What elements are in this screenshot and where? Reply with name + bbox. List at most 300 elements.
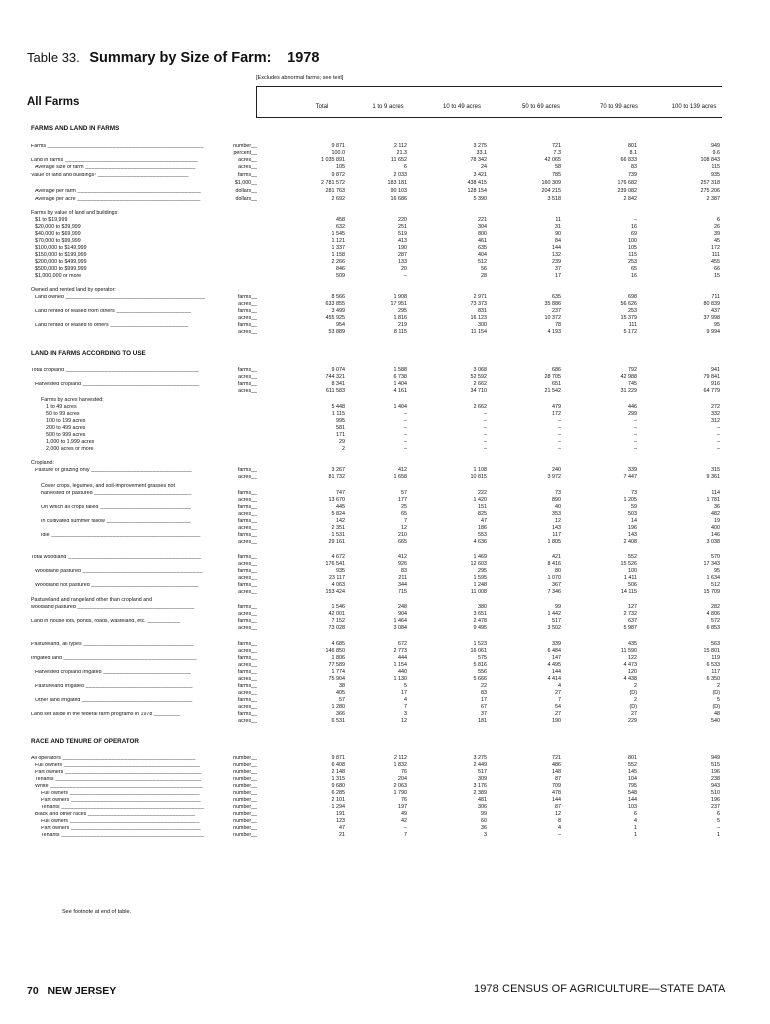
table-cell: 204 215 [541,188,561,194]
table-cell: 9 871 [331,755,345,761]
table-cell: 257 318 [700,180,720,186]
table-cell: 39 [714,231,720,237]
row-label: 2,000 acres or more [46,446,94,452]
row-label: Farms ________________________________________________ [31,144,204,149]
table-cell: 1 294 [331,804,345,810]
table-cell: 405 [336,690,345,696]
table-cell: 181 [478,718,487,724]
dot-leader: _________________________________________ [63,158,198,163]
row-label: Land owned ___________________________________________ [35,295,206,300]
table-cell: 435 [628,641,637,647]
table-cell: 2 389 [473,790,487,796]
table-cell: 12 [555,518,561,524]
row-unit: acres__ [238,676,257,682]
table-cell: 272 [711,404,720,410]
dot-leader: _____________________________________________ [53,777,202,782]
table-cell: 36 [481,825,487,831]
table-cell: 949 [711,143,720,149]
row-unit: farms__ [237,467,257,473]
row-unit: farms__ [237,683,257,689]
row-label: 100 to 199 acres [46,418,86,424]
table-cell: 190 [398,245,407,251]
table-cell: 1 531 [331,532,345,538]
row-label: Full owners ________________________________________ [41,791,200,796]
table-cell: 506 [628,582,637,588]
table-cell: 47 [339,825,345,831]
table-cell: 438 415 [467,180,487,186]
row-unit: acres__ [238,611,257,617]
table-cell: 103 [628,804,637,810]
table-cell: 563 [711,641,720,647]
row-label: Land rented or leased to others ________________________ [35,323,189,328]
table-cell: 412 [398,554,407,560]
table-cell: 37 [481,711,487,717]
dot-leader: __________________________________ [80,698,193,703]
table-cell: 47 [481,518,487,524]
table-cell: 14 [631,518,637,524]
table-cell: 146 850 [325,648,345,654]
table-cell: 8 341 [331,381,345,387]
table-cell: 186 [478,525,487,531]
table-cell: 151 [478,504,487,510]
row-unit: number__ [233,783,257,789]
table-cell: 172 [711,245,720,251]
table-cell: 3 499 [331,308,345,314]
table-cell: 76 [401,769,407,775]
row-unit: acres__ [238,388,257,394]
table-cell: 119 [711,655,720,661]
row-unit: dollars__ [235,196,257,202]
table-cell: 7.3 [553,150,561,156]
row-label: Land set aside in the federal farm programs in 1978 ________ [31,712,181,717]
table-cell: 251 [398,224,407,230]
column-header: 1 to 9 acres [372,104,404,110]
table-cell: 792 [628,367,637,373]
table-cell: 1 442 [547,611,561,617]
table-cell: 3 176 [473,783,487,789]
table-cell: 9 361 [706,474,720,480]
table-cell: 5 [717,818,720,824]
table-cell: 570 [711,554,720,560]
table-cell: 90 [555,231,561,237]
column-header: 100 to 139 acres [671,104,717,110]
table-cell: 1 658 [393,474,407,480]
table-cell: 4 [634,818,637,824]
table-cell: 7 152 [331,618,345,624]
table-cell: 1 337 [331,245,345,251]
dot-leader: __________________________________ [81,642,194,647]
table-cell: 45 [714,238,720,244]
table-cell: 304 [478,224,487,230]
table-cell: 31 [555,224,561,230]
table-cell: 926 [398,561,407,567]
table-cell: 183 181 [387,180,407,186]
table-cell: – [558,439,561,445]
table-cell: 3 275 [473,755,487,761]
table-cell: 99 [555,604,561,610]
table-cell: 19 [714,518,720,524]
table-cell: 1 [634,825,637,831]
row-unit: acres__ [238,625,257,631]
column-header-rule [256,86,722,118]
row-unit: number__ [233,776,257,782]
table-cell: 509 [336,273,345,279]
table-cell: 2 732 [623,611,637,617]
table-cell: 4 [404,697,407,703]
table-cell: 210 [398,532,407,538]
row-unit: farms__ [237,618,257,624]
row-unit: farms__ [237,308,257,314]
table-cell: 890 [552,497,561,503]
table-cell: 9 495 [473,625,487,631]
dot-leader: ________________________________________ [68,819,200,824]
table-cell: 1 404 [393,381,407,387]
table-cell: 49 [401,811,407,817]
table-cell: 253 [628,259,637,265]
table-cell: 3 651 [473,611,487,617]
table-cell: 105 [336,164,345,170]
table-cell: 53 889 [328,329,345,335]
table-cell: 132 [552,252,561,258]
table-cell: 2 408 [623,539,637,545]
table-cell: 99 [481,811,487,817]
table-cell: 83 [401,568,407,574]
table-cell: 9 680 [331,783,345,789]
table-cell: 633 855 [325,301,345,307]
row-label: 1,000 to 1,999 acres [46,439,95,445]
row-unit: number__ [233,143,257,149]
dot-leader: ________________________________________________ [46,144,204,149]
table-cell: 6 533 [706,662,720,668]
table-cell: 16 [631,273,637,279]
row-unit: farms__ [237,655,257,661]
table-cell: 455 [711,259,720,265]
table-cell: 4 161 [393,388,407,394]
table-cell: 2 112 [393,755,407,761]
table-cell: 190 [552,718,561,724]
table-cell: 28 705 [544,374,561,380]
section-heading: All Farms [27,96,80,108]
row-label: Farms by value of land and buildings: [31,210,119,216]
row-label: Land in farms _________________________________________ [31,158,198,163]
table-cell: 1 158 [331,252,345,258]
table-cell: 172 [552,411,561,417]
row-unit: farms__ [237,554,257,560]
table-cell: 635 [478,245,487,251]
row-label: $500,000 to $999,999 [35,266,87,272]
dot-leader: _________________________________________ [60,756,196,761]
table-cell: 6 408 [331,762,345,768]
row-label: Black and other races _________________________________ [35,812,196,817]
table-title-text: Summary by Size of Farm: [89,50,272,66]
table-cell: 721 [552,143,561,149]
table-cell: 6 484 [547,648,561,654]
table-cell: 1 420 [473,497,487,503]
table-cell: 26 [714,224,720,230]
table-cell: 15 526 [620,561,637,567]
table-cell: 2 148 [331,769,345,775]
table-cell: 510 [711,790,720,796]
table-cell: 56 626 [620,301,637,307]
table-cell: 935 [711,172,720,178]
table-cell: 801 [628,755,637,761]
table-cell: 57 [401,490,407,496]
table-cell: – [717,446,720,452]
row-unit: dollars__ [235,188,257,194]
row-unit: acres__ [238,301,257,307]
table-cell: 120 [628,669,637,675]
table-cell: 90 103 [390,188,407,194]
table-cell: 9 872 [331,172,345,178]
table-cell: 239 082 [617,188,637,194]
table-cell: 412 [398,467,407,473]
table-cell: – [484,432,487,438]
table-cell: 196 [628,525,637,531]
table-cell: – [404,439,407,445]
table-cell: 344 [398,582,407,588]
table-cell: 2 112 [393,143,407,149]
table-cell: 3 038 [706,539,720,545]
table-cell: 1 774 [331,669,345,675]
table-cell: 27 [555,690,561,696]
table-cell: 7 [404,832,407,838]
row-label: Cover crops, legumes, and soil-improvement grasses not [41,483,175,489]
table-cell: 144 [628,797,637,803]
table-cell: 611 583 [325,388,345,394]
table-cell: – [717,432,720,438]
table-cell: 95 [714,322,720,328]
table-cell: 3 084 [393,625,407,631]
table-cell: – [404,432,407,438]
table-cell: 123 [336,818,345,824]
table-cell: 100 [628,568,637,574]
table-cell: 1 634 [706,575,720,581]
table-cell: 78 342 [470,157,487,163]
table-cell: 5 824 [331,511,345,517]
table-cell: – [404,446,407,452]
table-cell: 95 [714,568,720,574]
row-unit: acres__ [238,329,257,335]
publication-title: 1978 CENSUS OF AGRICULTURE—STATE DATA [474,983,726,995]
table-cell: 87 [555,776,561,782]
table-cell: 80 [555,568,561,574]
table-cell: 4 063 [331,582,345,588]
row-label: Land rented or leased from others _______________________ [35,309,192,314]
table-cell: 552 [628,554,637,560]
table-cell: 7 [558,697,561,703]
table-cell: 177 [398,497,407,503]
table-cell: 12 [555,811,561,817]
table-cell: 56 [481,266,487,272]
table-cell: – [558,425,561,431]
table-cell: 3 [404,711,407,717]
table-cell: 153 424 [325,589,345,595]
row-label: 200 to 499 acres [46,425,86,431]
table-cell: 114 [711,490,720,496]
row-unit: percent__ [233,150,257,156]
footnote: See footnote at end of table. [62,909,132,915]
table-cell: – [717,825,720,831]
table-cell: 87 [555,804,561,810]
table-cell: – [634,418,637,424]
table-cell: 295 [478,568,487,574]
state-name: NEW JERSEY [47,985,117,997]
table-cell: 1 595 [473,575,487,581]
table-cell: 191 [336,811,345,817]
dot-leader: __________ [145,619,181,624]
table-cell: 12 603 [470,561,487,567]
row-unit: acres__ [238,539,257,545]
table-cell: 197 [398,804,407,810]
table-cell: 444 [398,655,407,661]
table-cell: – [634,217,637,223]
table-cell: 275 206 [700,188,720,194]
table-cell: 144 [552,669,561,675]
table-cell: 237 [552,308,561,314]
table-cell: 143 [628,532,637,538]
section-header: RACE AND TENURE OF OPERATOR [31,738,139,745]
table-cell: 48 [714,711,720,717]
table-cell: 5 [717,697,720,703]
row-label: Full owners __________________________________________ [35,763,201,768]
table-cell: 115 [628,252,637,258]
table-cell: 2 478 [473,618,487,624]
row-label: woodland pastured ____________________________________ [31,605,195,610]
table-number: Table 33. [27,50,80,65]
table-cell: 512 [711,582,720,588]
table-cell: – [717,425,720,431]
table-cell: 65 [631,266,637,272]
table-cell: 1 035 891 [321,157,345,163]
table-cell: 21.3 [396,150,407,156]
row-label: Part owners __________________________________________ [35,770,202,775]
table-cell: 1 588 [393,367,407,373]
table-cell: 512 [478,259,487,265]
table-cell: 632 [336,224,345,230]
table-cell: – [404,411,407,417]
row-label: All operators _________________________________________ [31,756,196,761]
row-unit: number__ [233,797,257,803]
row-unit: acres__ [238,474,257,480]
table-cell: 904 [398,611,407,617]
table-cell: 54 [555,704,561,710]
table-cell: 2 [342,446,345,452]
table-cell: 73 [631,490,637,496]
dot-leader: _________________________________________ [61,656,197,661]
table-cell: – [404,418,407,424]
row-unit: farms__ [237,322,257,328]
table-cell: 5 172 [623,329,637,335]
table-cell: 76 [401,797,407,803]
row-label: harvested or pastured ______________________________ [41,491,192,496]
table-year: 1978 [287,50,320,66]
table-cell: 128 154 [467,188,487,194]
table-cell: 1 205 [623,497,637,503]
column-header: 70 to 99 acres [599,104,639,110]
table-cell: 935 [336,568,345,574]
table-cell: 12 [401,718,407,724]
table-cell: – [717,439,720,445]
table-cell: 8 [558,818,561,824]
row-unit: number__ [233,769,257,775]
table-cell: 253 [628,308,637,314]
table-cell: 4 [558,825,561,831]
table-cell: 196 [711,797,720,803]
table-cell: 15 709 [703,589,720,595]
table-cell: 2 [717,683,720,689]
table-cell: 2 [634,697,637,703]
table-cell: 66 [714,266,720,272]
table-cell: 1 790 [393,790,407,796]
dot-leader: ____________________________________________ [59,833,205,838]
column-header: 10 to 49 acres [442,104,482,110]
row-label: $40,000 to $69,999 [35,231,81,237]
row-label: Average per acre ______________________________________ [35,197,201,202]
table-cell: 7 447 [623,474,637,480]
table-cell: 111 [711,252,720,258]
table-cell: – [558,832,561,838]
table-cell: 651 [552,381,561,387]
table-cell: 1 108 [473,467,487,473]
dot-leader: _________________________________ [89,583,199,588]
table-cell: 315 [711,467,720,473]
table-cell: 6 853 [706,625,720,631]
row-label: Part owners ________________________________________ [41,798,201,803]
table-cell: 745 [628,381,637,387]
section-header: LAND IN FARMS ACCORDING TO USE [31,350,146,357]
row-label: $1 to $19,999 [35,217,68,223]
dot-leader: ______________________________________ [75,189,201,194]
table-cell: 2 781 572 [321,180,345,186]
table-cell: 709 [552,783,561,789]
table-cell: 1 130 [393,676,407,682]
table-cell: 4 438 [623,676,637,682]
row-label: Tenants ____________________________________________ [41,833,205,838]
row-unit: number__ [233,811,257,817]
table-cell: 17 343 [703,561,720,567]
row-label: In cultivated summer fallow __________________________ [41,519,192,524]
table-cell: 33.1 [476,150,487,156]
table-cell: 4 193 [547,329,561,335]
table-cell: 83 [481,690,487,696]
table-cell: – [404,425,407,431]
table-cell: 3 972 [547,474,561,480]
table-cell: 8 416 [547,561,561,567]
table-cell: 1 [634,832,637,838]
row-label: Harvested cropland irrigated ___________________________ [35,670,191,675]
row-unit: acres__ [238,511,257,517]
table-cell: 747 [336,490,345,496]
table-cell: 400 [711,525,720,531]
table-cell: 15 379 [620,315,637,321]
table-cell: 38 [339,683,345,689]
table-cell: 42 001 [328,611,345,617]
dot-leader: ______________________________ [92,491,192,496]
table-cell: 176 541 [325,561,345,567]
table-cell: 287 [398,252,407,258]
table-cell: 237 [711,804,720,810]
table-cell: 222 [478,490,487,496]
table-cell: – [404,273,407,279]
dot-leader: _______________________ [114,309,192,314]
table-cell: 59 [631,504,637,510]
table-cell: 11 [555,217,561,223]
table-cell: 221 [478,217,487,223]
table-cell: 147 [552,655,561,661]
page-footer-left [27,985,116,997]
table-cell: 4 806 [706,611,720,617]
table-cell: 686 [552,367,561,373]
